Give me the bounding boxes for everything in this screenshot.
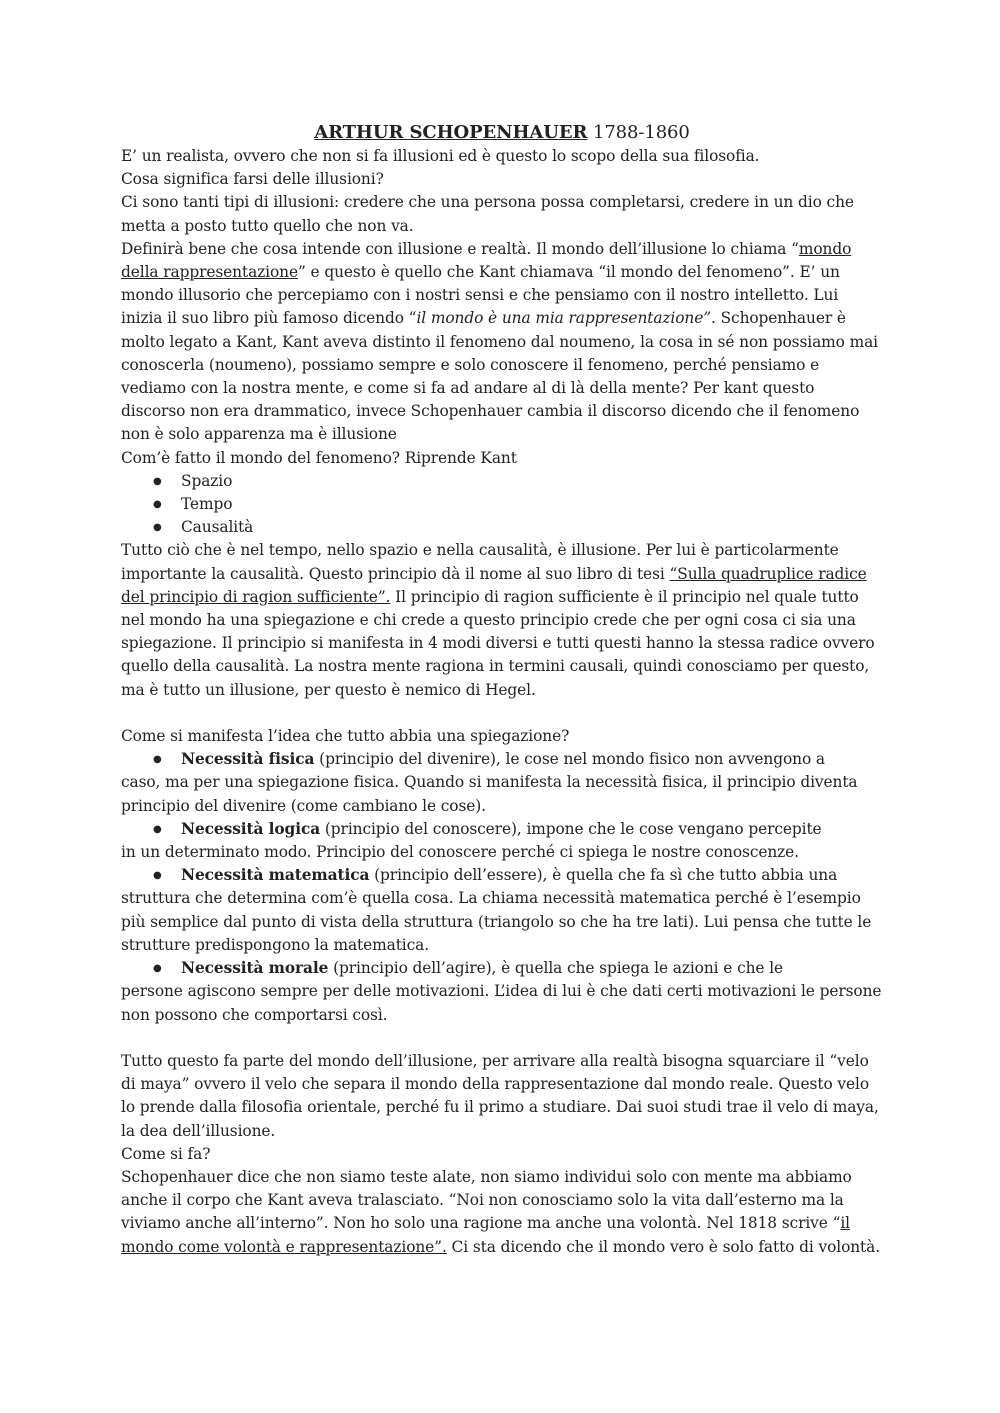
necessity-term: Necessità morale: [181, 959, 329, 978]
text-segment: (principio dell’essere), è quella che fa sì che tutto abbia una: [369, 866, 838, 885]
text-segment: Definirà bene che cosa intende con illusione e realtà. Il mondo dell’illusione lo chiama “: [121, 239, 799, 258]
list-item: ● Tempo: [121, 493, 883, 516]
paragraph-representation: [121, 238, 883, 447]
necessity-first-line: [121, 957, 783, 980]
text-segment: in un determinato modo. Principio del conoscere perché ci spiega le nostre conoscenze.: [121, 843, 799, 862]
text-segment: . Schopenhauer è molto legato a Kant, Kant aveva distinto il fenomeno dal noumeno, la cosa in sé non possiamo mai conoscerla (noumeno), possiamo sempre e solo conoscere il fenomeno, perché pensiamo e vediamo con la nostra mente, e come si fa ad andare al di là della mente? Per kant questo discorso non era drammatico, invece Schopenhauer cambia il discorso dicendo che il fenomeno non è solo apparenza ma è illusione: [121, 309, 878, 444]
necessity-term: Necessità logica: [181, 819, 321, 838]
paragraph-causality: [121, 539, 883, 701]
document-page: [121, 121, 883, 1259]
text-segment: (principio del conoscere), impone che le cose vengano percepite: [320, 819, 822, 838]
title-dates: 1788-1860: [587, 122, 690, 143]
text-segment: (principio del divenire), le cose nel mondo fisico non avvengono a: [314, 750, 826, 769]
text-segment: ” e questo è quello che Kant chiamava “il mondo del fenomeno”. E’ un mondo illusorio che percepiamo con i nostri sensi e che pensiamo con il nostro intelletto. Lui inizia il suo libro più famoso dicendo “: [121, 263, 840, 328]
necessity-item: [121, 818, 883, 864]
text-segment: Il principio di ragion sufficiente è il principio nel quale tutto nel mondo ha una spiegazione e chi crede a questo principio crede che per ogni cosa ci sia una spiegazione. Il principio si manifesta in 4 modi diversi e tutti questi hanno la stessa radice ovvero quello della causalità. La nostra mente ragiona in termini causali, quindi conosciamo per questo, ma è tutto un illusione, per questo è nemico di Hegel.: [121, 587, 875, 699]
paragraph-will: [121, 1166, 883, 1259]
underlined-book-title: il mondo come volontà e rappresentazione”.: [121, 1214, 850, 1256]
text-segment: (principio dell’agire), è quella che spiega le azioni e che le: [328, 959, 784, 978]
paragraph-illusions: Ci sono tanti tipi di illusioni: credere che una persona possa completarsi, credere in un dio che metta a posto tutto quello che non va.: [121, 193, 854, 235]
text-segment: Schopenhauer dice che non siamo teste alate, non siamo individui solo con mente ma abbiamo anche il corpo che Kant aveva tralasciato. “Noi non conosciamo solo la vita dall’esterno ma la viviamo anche all’interno”. Non ho solo una ragione ma anche una volontà. Nel 1818 scrive “: [121, 1167, 852, 1233]
spacer: [121, 702, 883, 725]
necessity-term: Necessità fisica: [181, 750, 315, 769]
list-item: ● Spazio: [121, 470, 883, 493]
phenomenon-list: [121, 470, 883, 540]
paragraph-maya: Tutto questo fa parte del mondo dell’illusione, per arrivare alla realtà bisogna squarciare il “velo di maya” ovvero il velo che separa il mondo della rappresentazione dal mondo reale. Questo velo lo prende dalla filosofia orientale, perché fu il primo a studiare. Dai suoi studi trae il velo di maya, la dea dell’illusione.: [121, 1051, 879, 1140]
paragraph-how: Come si fa?: [121, 1144, 211, 1163]
title-name: ARTHUR SCHOPENHAUER: [314, 122, 588, 143]
page-title: [121, 121, 883, 145]
necessity-term: Necessità matematica: [181, 866, 370, 885]
text-segment: persone agiscono sempre per delle motivazioni. L’idea di lui è che dati certi motivazioni le persone non possono che comportarsi così.: [121, 982, 882, 1024]
text-segment: struttura che determina com’è quella cosa. La chiama necessità matematica perché è l’esempio più semplice dal punto di vista della struttura (triangolo so che ha tre lati). Lui pensa che tutte le strutture predispongono la matematica.: [121, 889, 872, 954]
necessity-first-line: [121, 818, 822, 841]
necessity-first-line: [121, 748, 825, 771]
list-item: ● Causalità: [121, 516, 883, 539]
text-segment: Ci sta dicendo che il mondo vero è solo fatto di volontà.: [446, 1237, 881, 1256]
necessity-item: [121, 748, 883, 818]
paragraph-question: Cosa significa farsi delle illusioni?: [121, 170, 384, 189]
underlined-book-title: “Sulla quadruplice radice del principio di ragion sufficiente”.: [121, 564, 867, 606]
spacer: [121, 1027, 883, 1050]
paragraph-intro: E’ un realista, ovvero che non si fa illusioni ed è questo lo scopo della sua filosofia.: [121, 147, 760, 165]
underlined-term: mondo della rappresentazione: [121, 239, 852, 282]
text-segment: Tutto ciò che è nel tempo, nello spazio e nella causalità, è illusione. Per lui è particolarmente importante la causalità. Questo principio dà il nome al suo libro di tesi: [121, 541, 839, 583]
text-segment: caso, ma per una spiegazione fisica. Quando si manifesta la necessità fisica, il principio diventa principio del divenire (come cambiano le cose).: [121, 773, 858, 815]
necessity-item: [121, 864, 883, 957]
paragraph-explanation-question: Come si manifesta l’idea che tutto abbia una spiegazione?: [121, 727, 570, 746]
necessity-item: [121, 957, 883, 1027]
paragraph-phenomenon-question: Com’è fatto il mondo del fenomeno? Riprende Kant: [121, 448, 517, 467]
necessity-first-line: [121, 864, 837, 887]
italic-quote: il mondo è una mia rappresentazione”: [416, 309, 712, 328]
